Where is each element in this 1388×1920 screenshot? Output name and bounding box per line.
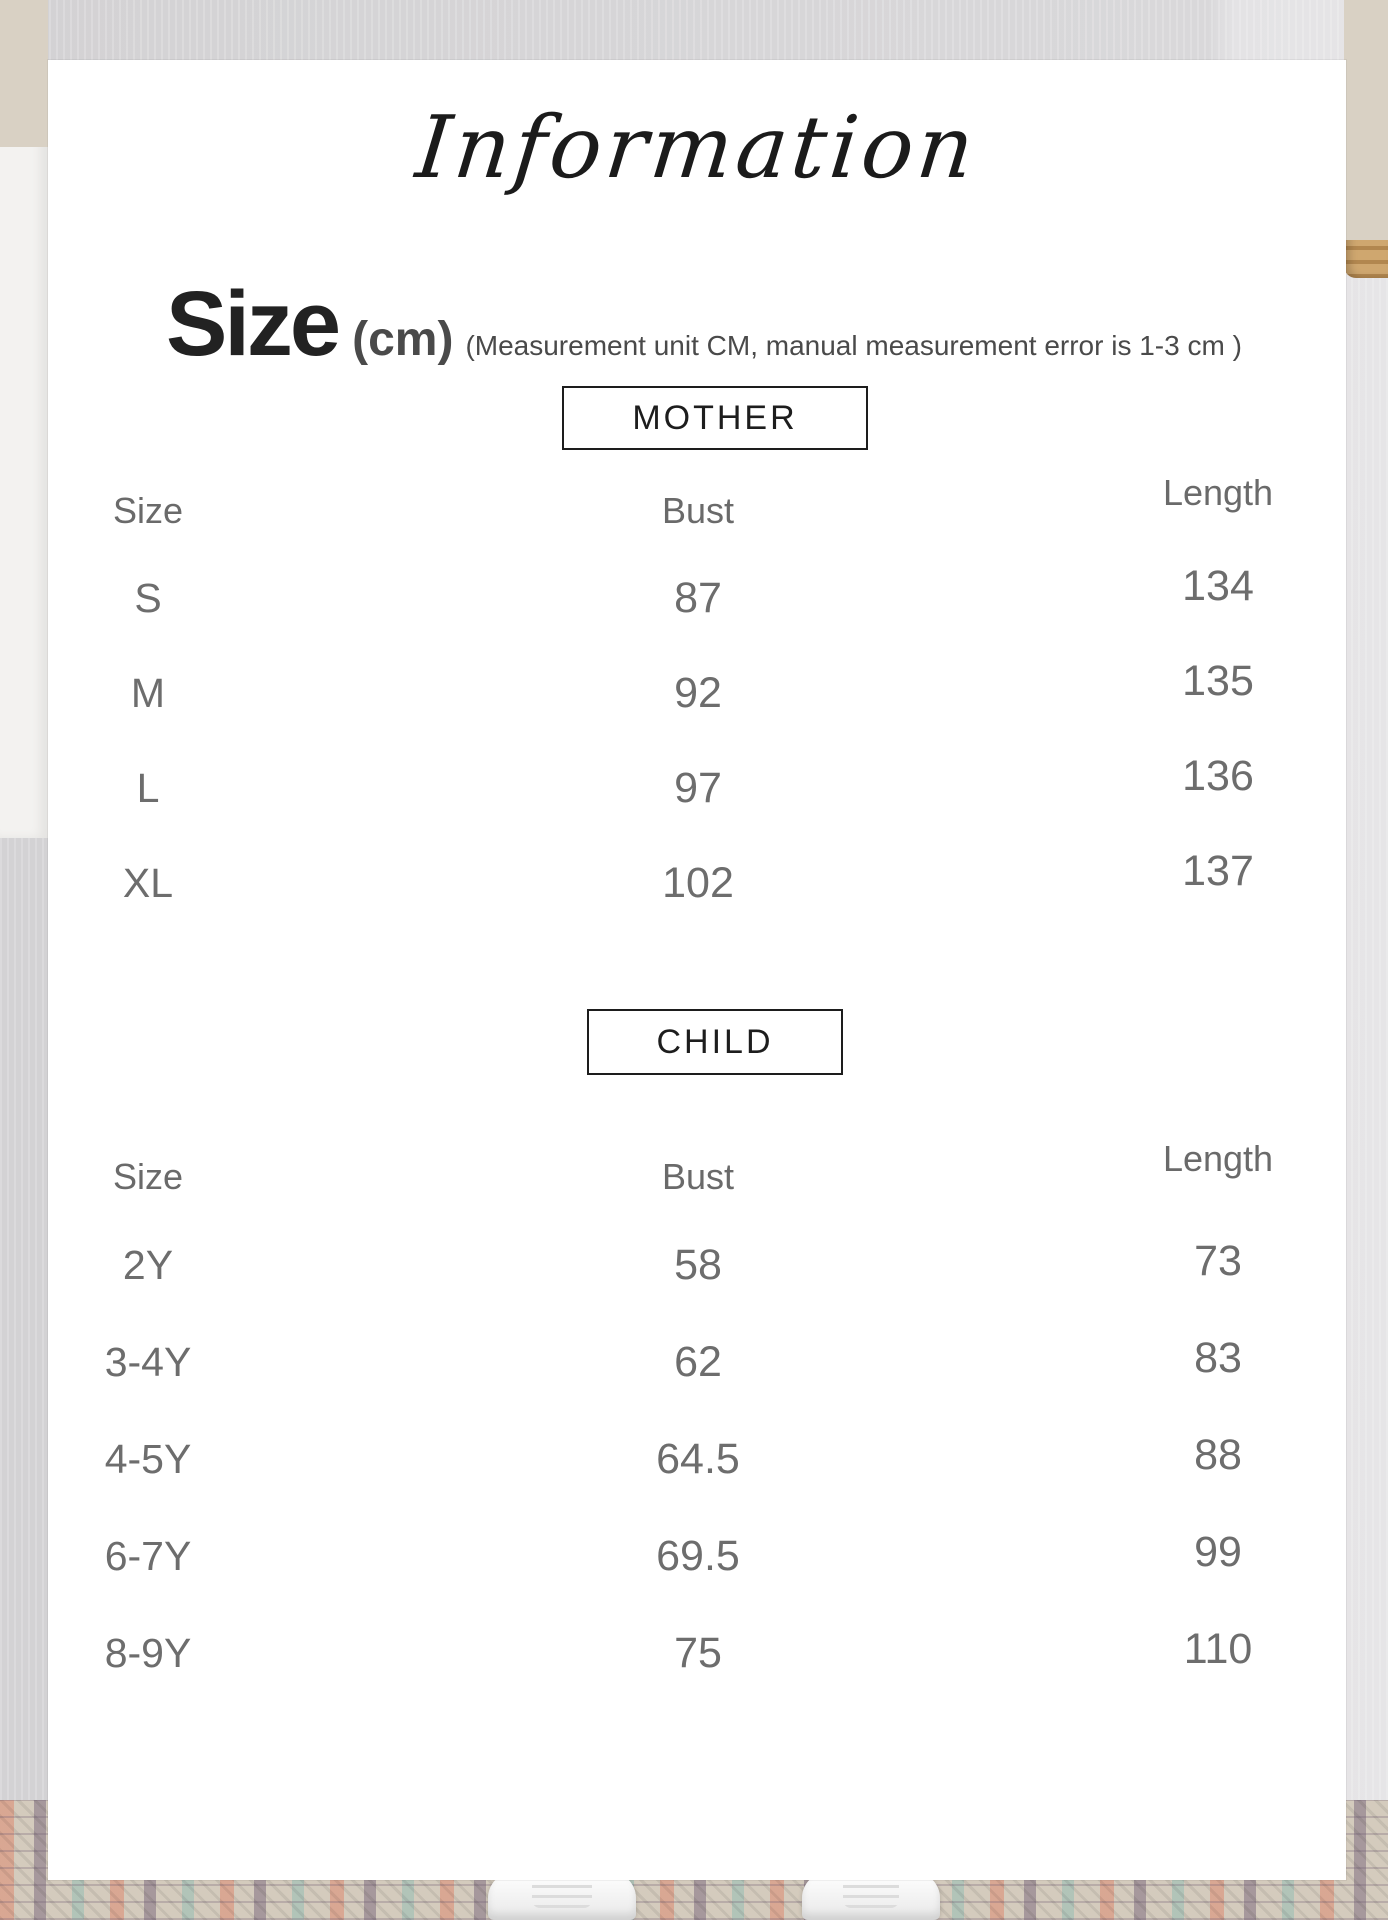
mother-label-box bbox=[562, 386, 868, 450]
table-row bbox=[48, 836, 1346, 931]
mother-table-body bbox=[48, 551, 1346, 931]
mother-label: MOTHER bbox=[632, 398, 798, 437]
column-header-size: Size bbox=[112, 1156, 184, 1197]
size-heading: Size bbox=[166, 273, 339, 375]
cell-size: 8-9Y bbox=[104, 1630, 192, 1676]
child-label-box bbox=[587, 1009, 843, 1075]
size-heading-line bbox=[166, 272, 1242, 377]
table-row bbox=[48, 1314, 1346, 1411]
table-row bbox=[48, 646, 1346, 741]
cell-length: 134 bbox=[1182, 562, 1254, 610]
cell-size: L bbox=[136, 765, 160, 811]
child-size-table bbox=[48, 1009, 1346, 1702]
cell-bust: 87 bbox=[674, 574, 722, 622]
cell-length: 135 bbox=[1182, 657, 1254, 705]
cell-length: 137 bbox=[1182, 847, 1254, 895]
cell-bust: 97 bbox=[674, 764, 722, 812]
child-label: CHILD bbox=[656, 1022, 774, 1061]
page-title: Information bbox=[411, 98, 983, 198]
child-header-row bbox=[48, 1137, 1346, 1217]
floor-left bbox=[0, 0, 48, 147]
cell-length: 88 bbox=[1194, 1431, 1242, 1479]
cell-bust: 58 bbox=[674, 1241, 722, 1289]
cell-size: XL bbox=[122, 860, 174, 906]
cell-size: 2Y bbox=[122, 1242, 174, 1288]
cell-bust: 62 bbox=[674, 1338, 722, 1386]
size-note: (Measurement unit CM, manual measurement error is 1-3 cm ) bbox=[465, 330, 1242, 361]
column-header-size: Size bbox=[112, 490, 184, 531]
table-row bbox=[48, 741, 1346, 836]
cell-bust: 69.5 bbox=[656, 1532, 740, 1580]
cell-size: 3-4Y bbox=[104, 1339, 192, 1385]
floor-right bbox=[1344, 0, 1388, 240]
column-header-bust: Bust bbox=[661, 1156, 735, 1197]
table-row bbox=[48, 1411, 1346, 1508]
child-table-body bbox=[48, 1217, 1346, 1702]
size-unit: (cm) bbox=[352, 313, 454, 366]
column-header-length: Length bbox=[1162, 472, 1274, 513]
info-card bbox=[48, 60, 1346, 1880]
cell-size: 6-7Y bbox=[104, 1533, 192, 1579]
cell-size: S bbox=[134, 575, 162, 621]
cell-length: 73 bbox=[1194, 1237, 1242, 1285]
cell-bust: 102 bbox=[662, 859, 734, 907]
cell-bust: 92 bbox=[674, 669, 722, 717]
cell-bust: 75 bbox=[674, 1629, 722, 1677]
mother-size-table bbox=[48, 386, 1346, 931]
table-row bbox=[48, 551, 1346, 646]
cell-length: 110 bbox=[1183, 1625, 1253, 1673]
cell-length: 136 bbox=[1182, 752, 1254, 800]
cell-size: 4-5Y bbox=[104, 1436, 192, 1482]
column-header-length: Length bbox=[1162, 1138, 1274, 1179]
table-row bbox=[48, 1508, 1346, 1605]
cell-bust: 64.5 bbox=[656, 1435, 740, 1483]
column-header-bust: Bust bbox=[661, 490, 735, 531]
cell-length: 83 bbox=[1194, 1334, 1242, 1382]
table-row bbox=[48, 1217, 1346, 1314]
table-row bbox=[48, 1605, 1346, 1702]
cell-length: 99 bbox=[1194, 1528, 1242, 1576]
cell-size: M bbox=[130, 670, 166, 716]
